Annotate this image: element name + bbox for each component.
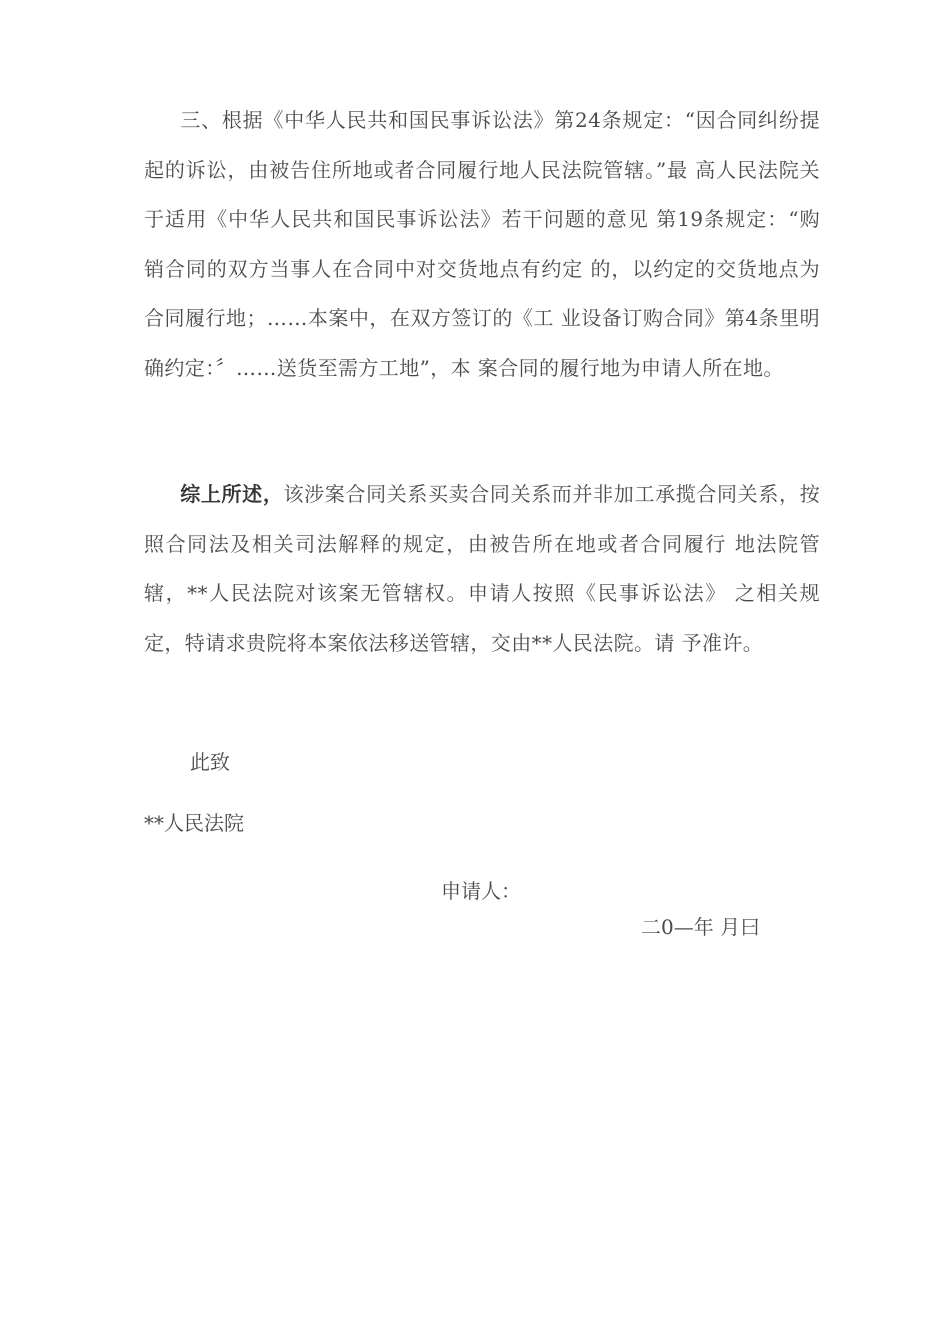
applicant-label: 申请人：: [441, 879, 521, 903]
salutation: 此致: [190, 750, 230, 774]
paragraph-jurisdiction-basis: [144, 96, 820, 393]
date-line: 二0—年 月曰: [641, 915, 761, 939]
paragraph-conclusion: [144, 470, 820, 668]
paragraph1-text: 三、根据《中华人民共和国民事诉讼法》第24条规定：“因合同纠纷提起的诉讼，由被告住所地或者合同履行地人民法院管辖。”最 高人民法院关于适用《中华人民共和国民事诉讼法》若干问题的意见 第19条规定：“购销合同的双方当事人在合同中对交货地点有约定 的，以约定的交货地点为合同履行地；……本案中，在双方签订的《工 业设备订购合同》第4条里明确约定：〞……送货至需方工地”，本 案合同的履行地为申请人所在地。: [144, 108, 820, 380]
conclusion-lead: 综上所述，: [180, 482, 284, 506]
recipient-court: **人民法院: [144, 811, 244, 835]
paragraph2-text: 该涉案合同关系买卖合同关系而并非加工承揽合同关系，按照合同法及相关司法解释的规定，由被告所在地或者合同履行 地法院管辖，**人民法院对该案无管辖权。申请人按照《民事诉讼法》 之相关规定，特请求贵院将本案依法移送管辖，交由**人民法院。请 予准许。: [144, 482, 821, 655]
